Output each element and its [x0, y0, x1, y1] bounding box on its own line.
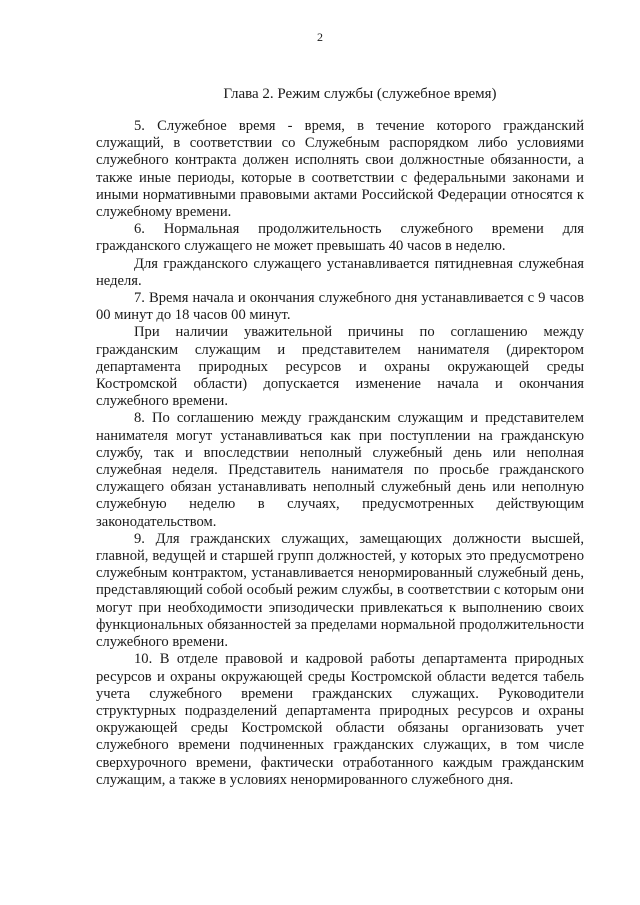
paragraph-7-continued: При наличии уважительной причины по соглашению между гражданским служащим и представителем нанимателя (директором департамента природных ресурсов и охраны окружающей среды Костромской области) допускается изменение начала и окончания служебного времени. [96, 324, 584, 410]
paragraph-6: 6. Нормальная продолжительность служебного времени для гражданского служащего не может превышать 40 часов в неделю. [96, 221, 584, 255]
page-number: 2 [317, 30, 323, 44]
paragraph-6-continued: Для гражданского служащего устанавливается пятидневная служебная неделя. [96, 255, 584, 289]
paragraph-7: 7. Время начала и окончания служебного дня устанавливается с 9 часов 00 минут до 18 часов 00 минут. [96, 290, 584, 324]
body-text [96, 118, 584, 789]
paragraph-9: 9. Для гражданских служащих, замещающих должности высшей, главной, ведущей и старшей групп должностей, у которых это предусмотрено служебным контрактом, устанавливается ненормированный служебный день, представляющий собой особый режим службы, в соответствии с которым они могут при необходимости эпизодически привлекаться к выполнению своих функциональных обязанностей за пределами нормальной продолжительности служебного времени. [96, 530, 584, 651]
paragraph-5: 5. Служебное время - время, в течение которого гражданский служащий, в соответствии со Служебным распорядком либо условиями служебного контракта должен исполнять свои должностные обязанности, а также иные периоды, которые в соответствии с федеральными законами и иными нормативными правовыми актами Российской Федерации относятся к служебному времени. [96, 118, 584, 221]
paragraph-8: 8. По соглашению между гражданским служащим и представителем нанимателя могут устанавливаться как при поступлении на гражданскую службу, так и впоследствии неполный служебный день или неполная служебная неделя. Представитель нанимателя по просьбе гражданского служащего обязан устанавливать неполный служебный день или неполную служебную неделю в случаях, предусмотренных действующим законодательством. [96, 410, 584, 530]
chapter-title: Глава 2. Режим службы (служебное время) [223, 86, 497, 102]
paragraph-10: 10. В отделе правовой и кадровой работы департамента природных ресурсов и охраны окружающей среды Костромской области ведется табель учета служебного времени гражданских служащих. Руководители структурных подразделений департамента природных ресурсов и охраны окружающей среды Костромской области обязаны организовать учет служебного времени подчиненных гражданских служащих, в том числе сверхурочного времени, фактически отработанного каждым гражданским служащим, а также в условиях ненормированного служебного дня. [96, 651, 584, 788]
